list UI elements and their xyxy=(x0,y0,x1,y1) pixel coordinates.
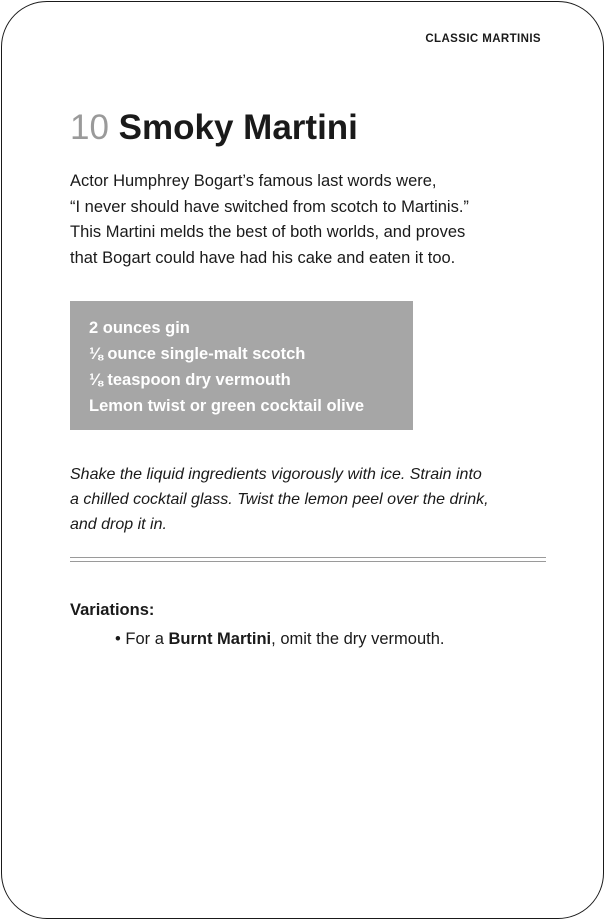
ingredient-item: ⅛ teaspoon dry vermouth xyxy=(89,371,291,389)
intro-line: Actor Humphrey Bogart’s famous last words were, xyxy=(70,172,437,190)
recipe-title xyxy=(70,106,358,150)
recipe-card xyxy=(1,1,604,919)
recipe-number: 10 xyxy=(70,108,109,147)
intro-line: This Martini melds the best of both worlds, and proves xyxy=(70,223,466,241)
variation-prefix: For a xyxy=(125,630,169,648)
double-rule-divider xyxy=(70,557,546,562)
variation-name: Burnt Martini xyxy=(168,630,272,648)
variation-item xyxy=(115,628,444,650)
ingredient-item: Lemon twist or green cocktail olive xyxy=(89,397,365,415)
intro-line: that Bogart could have had his cake and eaten it too. xyxy=(70,248,456,267)
variations-heading: Variations: xyxy=(70,601,155,619)
ingredients-box xyxy=(70,301,413,430)
ingredient-item: 2 ounces gin xyxy=(89,319,190,337)
section-label: CLASSIC MARTINIS xyxy=(425,33,541,45)
intro-line: “I never should have switched from scotch to Martinis.” xyxy=(70,197,469,216)
method-line: Shake the liquid ingredients vigorously with ice. Strain into xyxy=(70,466,482,483)
bullet-icon: • xyxy=(115,630,121,648)
ingredient-item: ⅛ ounce single-malt scotch xyxy=(89,345,306,363)
recipe-intro xyxy=(70,169,550,271)
method-line: and drop it in. xyxy=(70,516,167,533)
recipe-method xyxy=(70,462,550,537)
method-line: a chilled cocktail glass. Twist the lemon peel over the drink, xyxy=(70,491,489,508)
variation-suffix: , omit the dry vermouth. xyxy=(271,630,445,648)
recipe-name: Smoky Martini xyxy=(118,108,358,147)
